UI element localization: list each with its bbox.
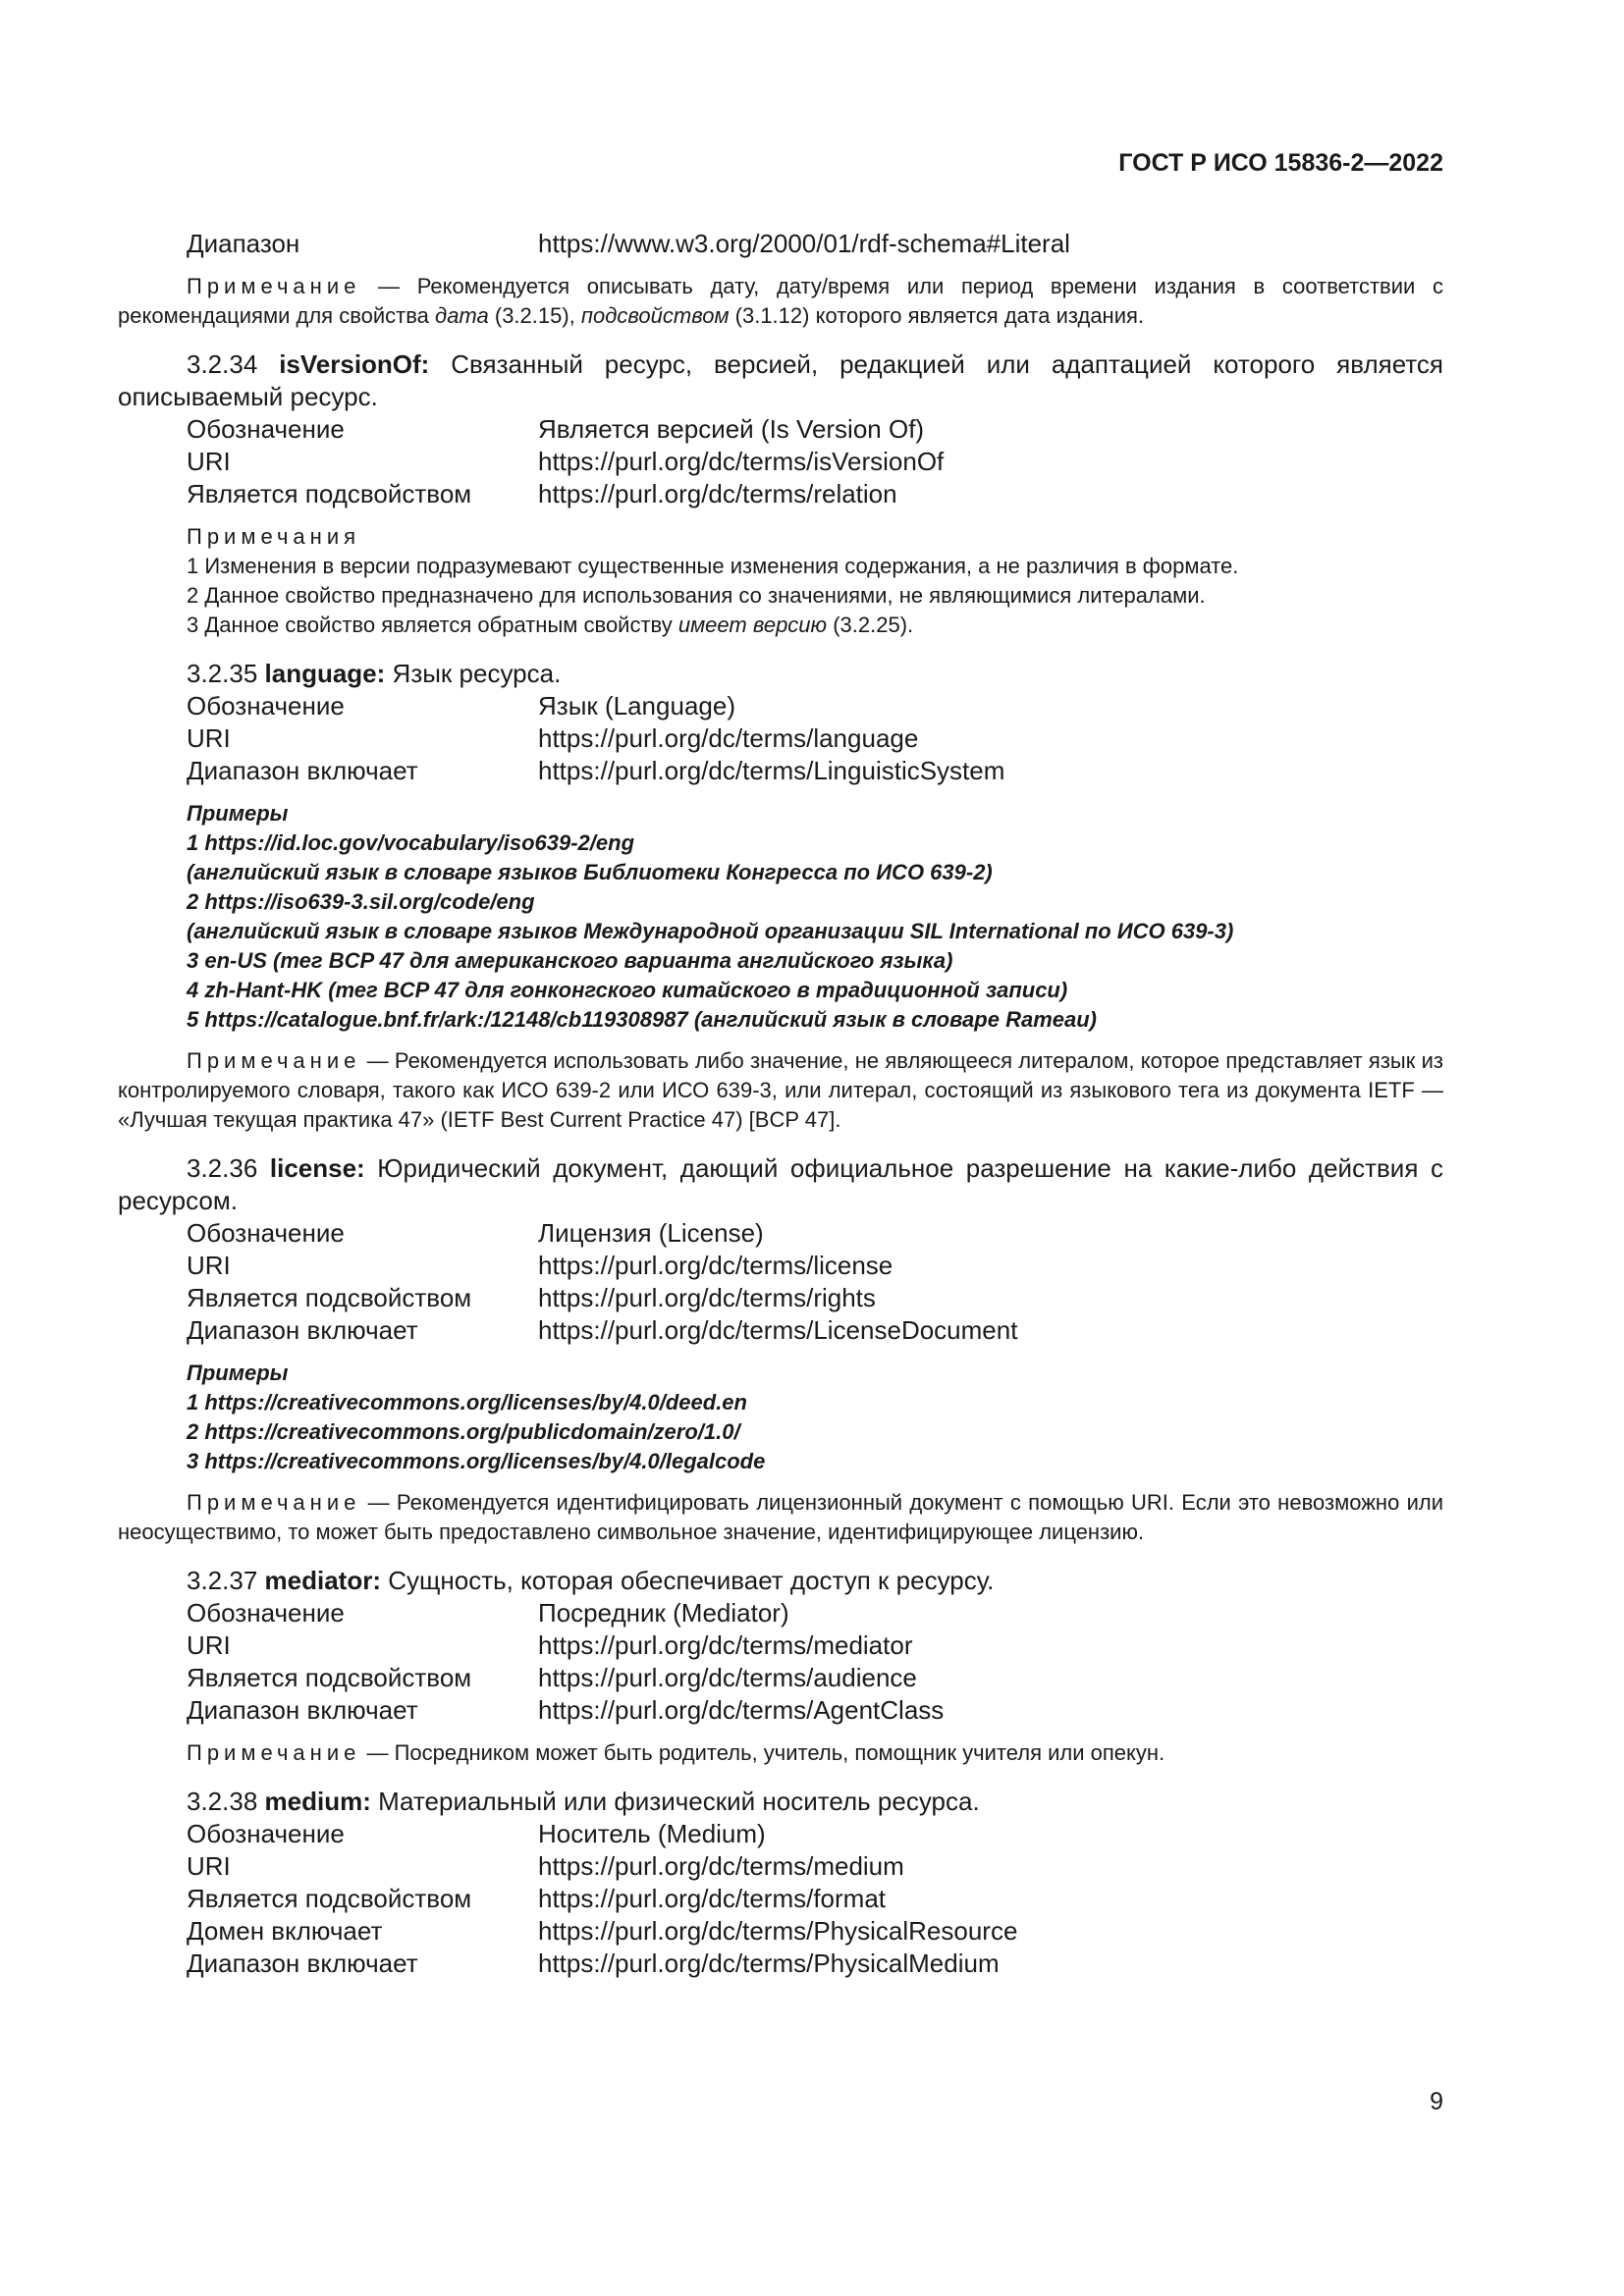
page-number: 9 (1430, 2088, 1443, 2115)
range-value: https://www.w3.org/2000/01/rdf-schema#Literal (538, 229, 1070, 258)
example-item: 2 https://iso639-3.sil.org/code/eng (187, 889, 535, 914)
property-row: URI https://purl.org/dc/terms/medium (187, 1851, 904, 1881)
term-mediator: 3.2.37 mediator: Сущность, которая обеспечивает доступ к ресурсу. (187, 1566, 995, 1595)
property-row: Является подсвойством https://purl.org/dc/terms/relation (187, 479, 897, 508)
property-row: Диапазон включает https://purl.org/dc/terms/PhysicalMedium (187, 1949, 1000, 1978)
term-name: mediator: (264, 1566, 381, 1595)
examples-title: Примеры (187, 801, 289, 826)
term-name: isVersionOf: (279, 349, 430, 379)
term-language: 3.2.35 language: Язык ресурса. (187, 659, 562, 688)
property-row: URI https://purl.org/dc/terms/language (187, 723, 919, 753)
property-row: Обозначение Посредник (Mediator) (187, 1598, 789, 1628)
example-item: 5 https://catalogue.bnf.fr/ark:/12148/cb119308987 (английский язык в словаре Rameau) (187, 1007, 1097, 1032)
note-item: 3 Данное свойство является обратным свойству имеет версию (3.2.25). (187, 613, 914, 637)
property-row: Диапазон включает https://purl.org/dc/terms/LicenseDocument (187, 1315, 1018, 1345)
property-row: URI https://purl.org/dc/terms/mediator (187, 1630, 913, 1660)
property-row: Обозначение Носитель (Medium) (187, 1819, 766, 1848)
range-row (118, 228, 1443, 260)
property-row: Обозначение Язык (Language) (187, 691, 735, 721)
property-row: Является подсвойством https://purl.org/dc/terms/rights (187, 1283, 876, 1312)
property-row: URI https://purl.org/dc/terms/license (187, 1251, 893, 1280)
example-item: 3 en-US (тег BCP 47 для американского варианта английского языка) (187, 948, 953, 973)
example-item: 1 https://creativecommons.org/licenses/by/4.0/deed.en (187, 1390, 747, 1415)
property-row: Диапазон включает https://purl.org/dc/terms/AgentClass (187, 1695, 945, 1725)
notes-title: Примечания (187, 524, 361, 549)
document-code: ГОСТ Р ИСО 15836-2—2022 (1118, 149, 1443, 177)
term-name: language: (264, 659, 386, 688)
examples-title: Примеры (187, 1361, 289, 1385)
property-row: Является подсвойством https://purl.org/dc/terms/format (187, 1884, 887, 1913)
note-prefix: Примечание (187, 274, 361, 298)
term-medium: 3.2.38 medium: Материальный или физический носитель ресурса. (187, 1787, 980, 1816)
example-item: (английский язык в словаре языков Библиотеки Конгресса по ИСО 639-2) (187, 860, 993, 884)
page-content (118, 228, 1443, 1980)
example-item: 2 https://creativecommons.org/publicdomain/zero/1.0/ (187, 1419, 740, 1444)
term-name: license: (269, 1153, 365, 1183)
note-date: Примечание — Рекомендуется описывать дату, дату/время или период времени издания в соответствии с рекомендациями для свойства дата (3.2.15), подсвойством (3.1.12) которого является дата издания. (118, 274, 1444, 328)
term-isversionof: 3.2.34 isVersionOf: Связанный ресурс, версией, редакцией или адаптацией которого является описываемый ресурс. (118, 349, 1443, 411)
note-mediator: Примечание — Посредником может быть родитель, учитель, помощник учителя или опекун. (187, 1740, 1165, 1765)
range-label: Диапазон (187, 229, 300, 258)
example-item: 3 https://creativecommons.org/licenses/by/4.0/legalcode (187, 1449, 766, 1473)
term-license: 3.2.36 license: Юридический документ, дающий официальное разрешение на какие-либо действия с ресурсом. (118, 1153, 1443, 1215)
property-row: Домен включает https://purl.org/dc/terms/PhysicalResource (187, 1916, 1018, 1946)
note-item: 2 Данное свойство предназначено для использования со значениями, не являющимися литералами. (187, 583, 1206, 608)
property-row: Обозначение Является версией (Is Version Of) (187, 414, 925, 444)
property-row: Является подсвойством https://purl.org/dc/terms/audience (187, 1663, 917, 1692)
example-item: (английский язык в словаре языков Международной организации SIL International по ИСО 639-3) (187, 919, 1234, 943)
property-row: Обозначение Лицензия (License) (187, 1218, 764, 1248)
property-row: URI https://purl.org/dc/terms/isVersionOf (187, 447, 945, 476)
note-language: Примечание — Рекомендуется использовать либо значение, не являющееся литералом, которое представляет язык из контролируемого словаря, такого как ИСО 639-2 или ИСО 639-3, или литерал, состоящий из языкового тега из документа IETF — «Лучшая текущая практика 47» (IETF Best Current Practice 47) [BCP 47]. (118, 1048, 1443, 1132)
note-item: 1 Изменения в версии подразумевают существенные изменения содержания, а не различия в формате. (187, 554, 1239, 578)
term-name: medium: (264, 1787, 371, 1816)
example-item: 1 https://id.loc.gov/vocabulary/iso639-2/eng (187, 830, 635, 855)
note-license: Примечание — Рекомендуется идентифицировать лицензионный документ с помощью URI. Если это невозможно или неосуществимо, то может быть предоставлено символьное значение, идентифицирующее лицензию. (118, 1490, 1443, 1544)
property-row: Диапазон включает https://purl.org/dc/terms/LinguisticSystem (187, 756, 1005, 785)
example-item: 4 zh-Hant-HK (тег BCP 47 для гонконгского китайского в традиционной записи) (187, 978, 1068, 1002)
